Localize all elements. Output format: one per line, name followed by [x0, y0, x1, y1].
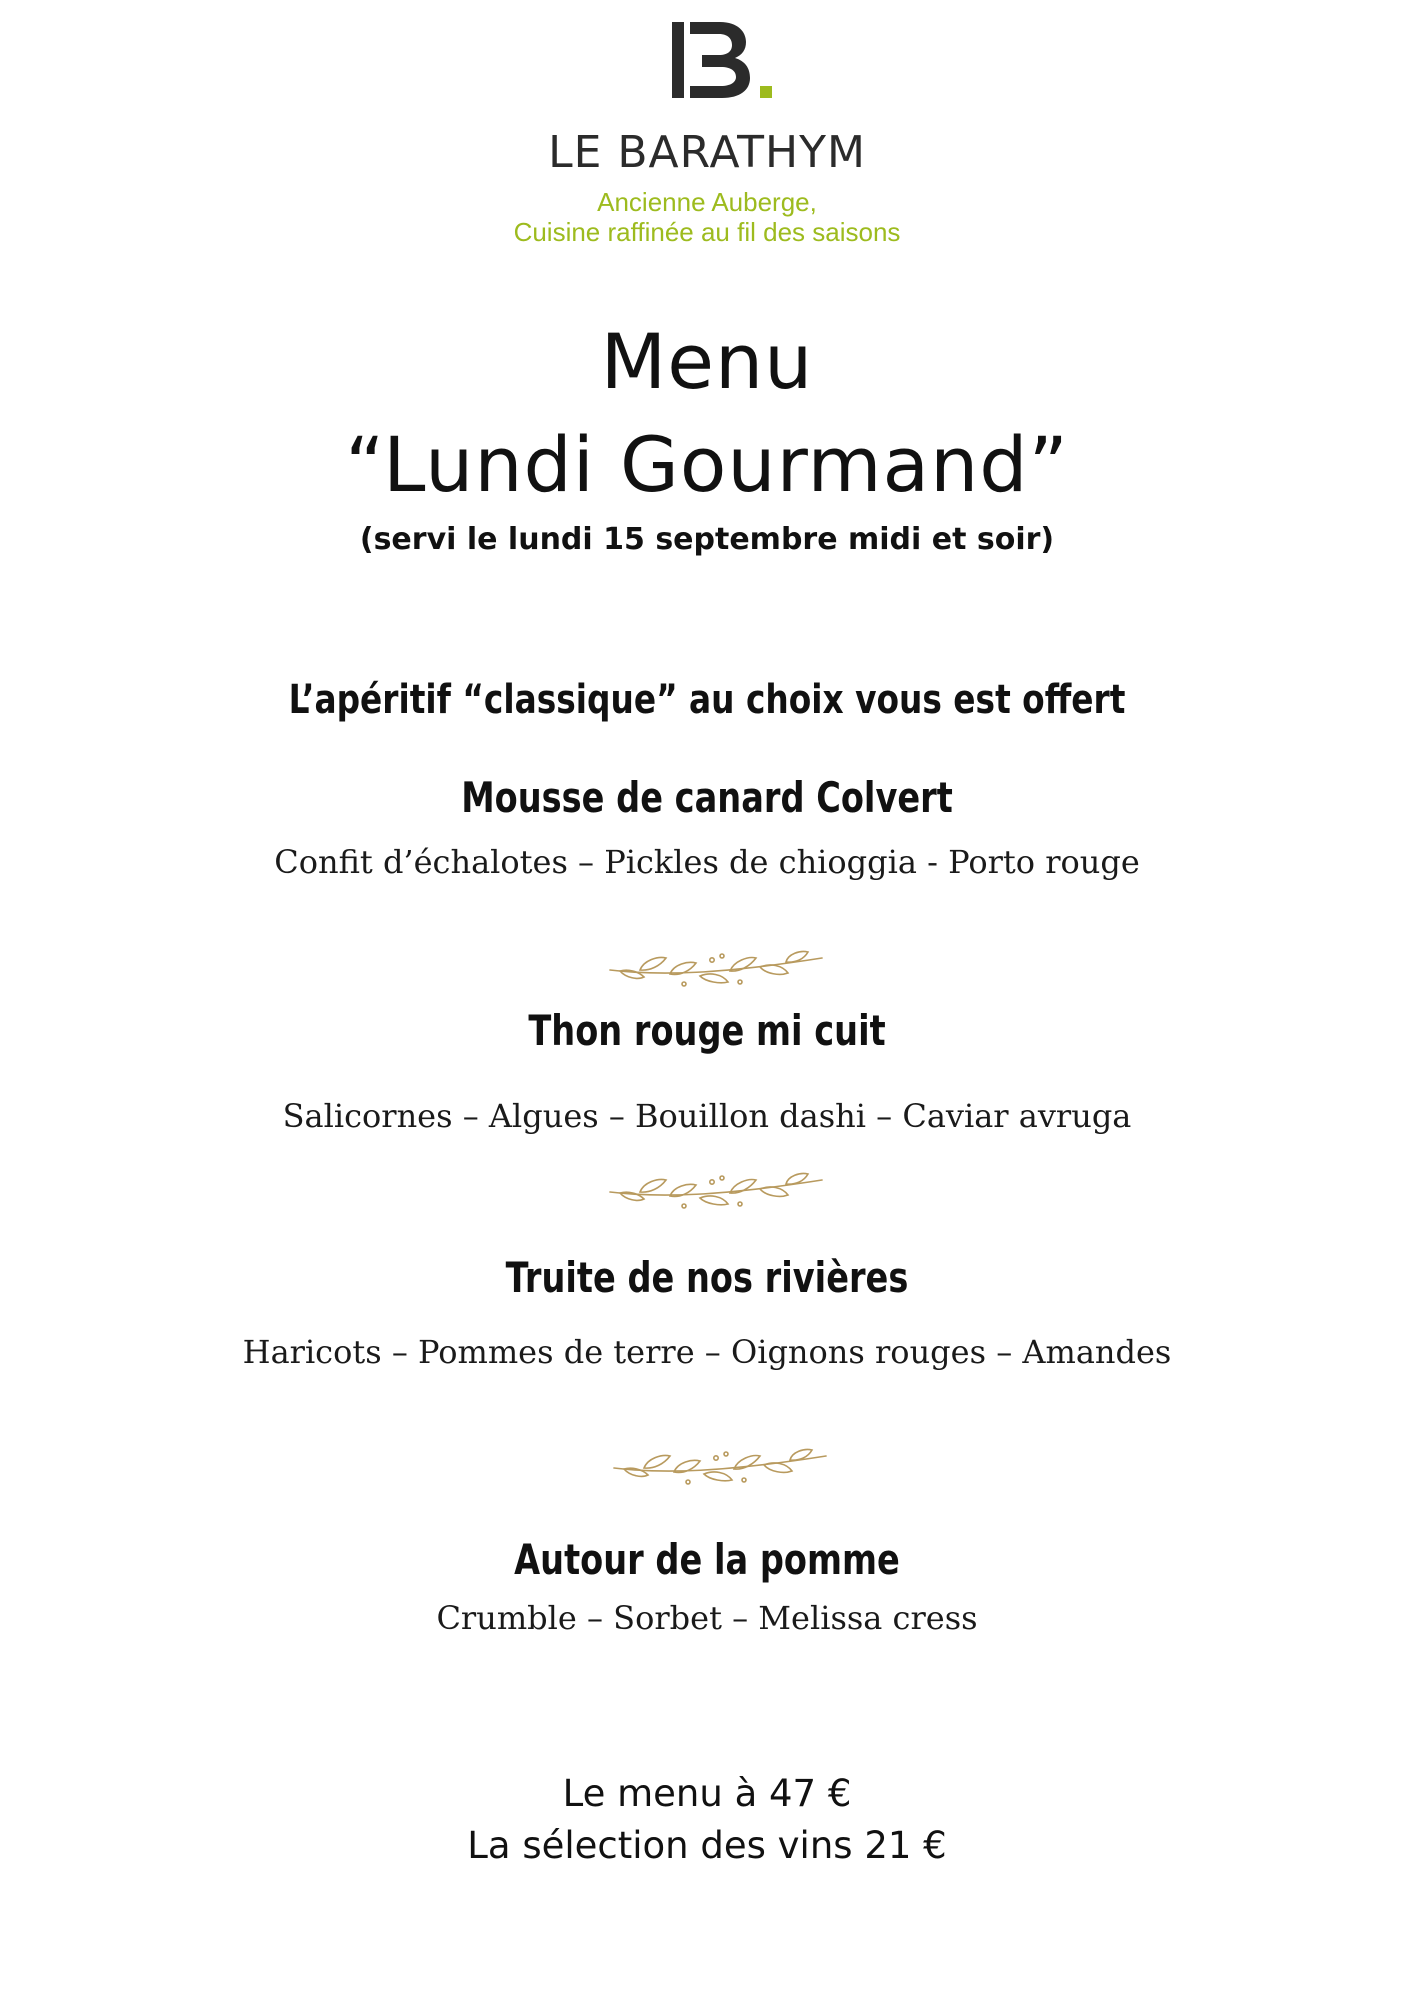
course-description: Confit d’échalotes – Pickles de chioggia - Porto rouge: [274, 843, 1140, 881]
aperitif-offer: L’apéritif “classique” au choix vous est offert: [288, 677, 1126, 723]
brand-tagline-line2: Cuisine raffinée au fil des saisons: [513, 217, 901, 247]
wine-selection-price: La sélection des vins 21 €: [467, 1824, 947, 1867]
menu-price: Le menu à 47 €: [562, 1772, 852, 1815]
menu-subtitle: “Lundi Gourmand”: [345, 420, 1069, 509]
brand-tagline-line1: Ancienne Auberge,: [597, 187, 817, 217]
menu-title: Menu: [600, 317, 814, 406]
course-title: Autour de la pomme: [514, 1535, 900, 1584]
course-description: Salicornes – Algues – Bouillon dashi – Caviar avruga: [282, 1097, 1132, 1135]
course-description: Crumble – Sorbet – Melissa cress: [436, 1599, 978, 1637]
course-title: Mousse de canard Colvert: [461, 773, 953, 822]
laurel-branch-divider-icon: [604, 1444, 836, 1490]
laurel-branch-divider-icon: [600, 946, 832, 992]
service-note: (servi le lundi 15 septembre midi et soir): [359, 522, 1055, 557]
b-letter-logo-icon: [668, 20, 778, 110]
laurel-branch-divider-icon: [600, 1168, 832, 1214]
course-description: Haricots – Pommes de terre – Oignons rouges – Amandes: [242, 1333, 1172, 1371]
brand-name: LE BARATHYM: [548, 127, 866, 178]
course-title: Thon rouge mi cuit: [528, 1006, 886, 1055]
course-title: Truite de nos rivières: [505, 1253, 909, 1302]
